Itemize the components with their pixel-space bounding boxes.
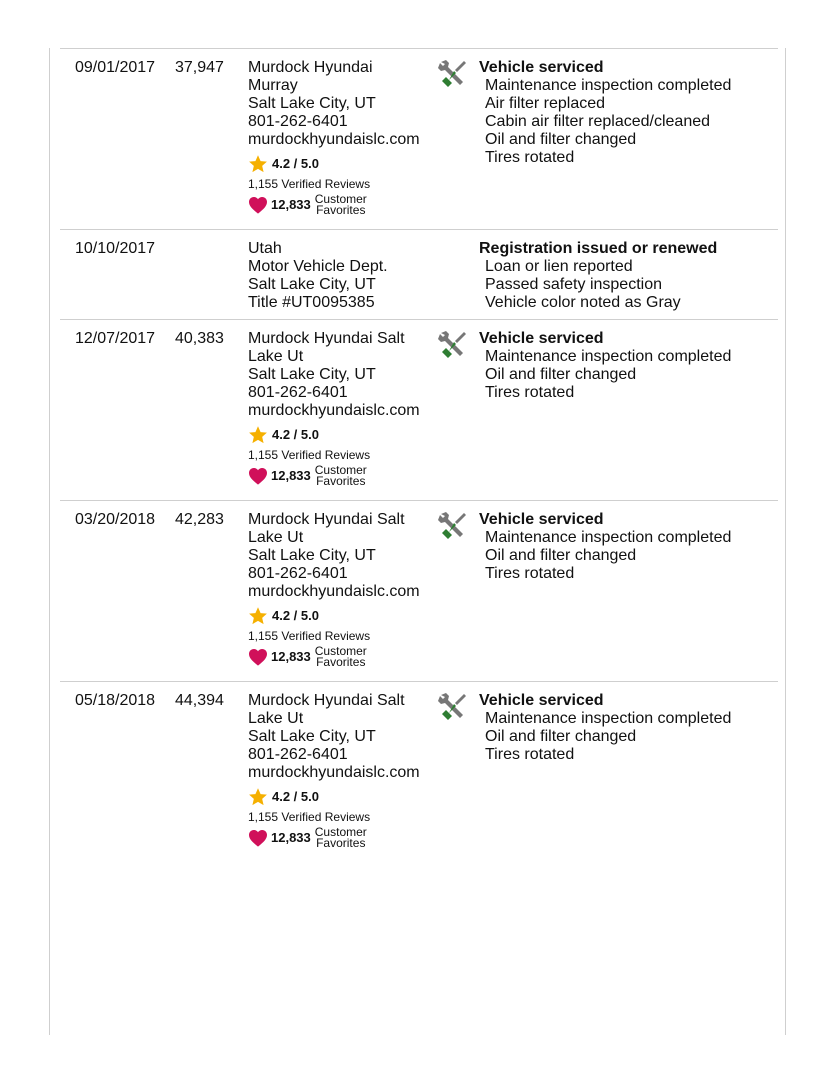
source-line: Murray (248, 77, 298, 94)
history-record (60, 682, 778, 857)
record-date: 05/18/2018 (75, 692, 156, 709)
detail-line: Tires rotated (485, 565, 575, 582)
reviews-link[interactable]: 1,155 Verified Reviews (248, 177, 371, 191)
record-mileage: 40,383 (175, 330, 224, 347)
heart-icon (248, 829, 268, 847)
record-source (248, 330, 433, 489)
wrench-screwdriver-icon (437, 329, 467, 359)
detail-line: Tires rotated (485, 746, 575, 763)
detail-line: Cabin air filter replaced/cleaned (485, 113, 711, 130)
source-line: Salt Lake City, UT (248, 276, 376, 293)
detail-title: Vehicle serviced (479, 511, 604, 528)
source-line: Salt Lake City, UT (248, 547, 376, 564)
record-date: 09/01/2017 (75, 59, 156, 76)
detail-line: Maintenance inspection completed (485, 77, 732, 94)
detail-line: Oil and filter changed (485, 728, 637, 745)
record-source (248, 511, 433, 670)
source-line: 801-262-6401 (248, 565, 348, 582)
source-line: Murdock Hyundai (248, 59, 373, 76)
favorites-label: Customer Favorites (314, 644, 367, 669)
detail-line: Vehicle color noted as Gray (485, 294, 681, 311)
favorites-label: Customer Favorites (314, 463, 367, 488)
source-line: murdockhyundaislc.com (248, 131, 420, 148)
source-line: murdockhyundaislc.com (248, 583, 420, 600)
favorites-label: Customer Favorites (314, 192, 367, 217)
dealer-rating (248, 424, 433, 446)
source-line: murdockhyundaislc.com (248, 402, 420, 419)
dealer-rating (248, 605, 433, 627)
history-record (60, 501, 778, 682)
favorites-count: 12,833 (271, 649, 311, 664)
table-left-border (49, 48, 50, 1035)
source-line: 801-262-6401 (248, 746, 348, 763)
customer-favorites (248, 463, 433, 489)
detail-line: Maintenance inspection completed (485, 529, 732, 546)
record-date: 12/07/2017 (75, 330, 156, 347)
customer-favorites (248, 825, 433, 851)
detail-line: Loan or lien reported (485, 258, 633, 275)
record-details (479, 692, 731, 764)
favorites-count: 12,833 (271, 468, 311, 483)
detail-line: Oil and filter changed (485, 366, 637, 383)
source-line: 801-262-6401 (248, 384, 348, 401)
record-mileage: 42,283 (175, 511, 224, 528)
rating-value: 4.2 / 5.0 (272, 789, 319, 804)
detail-title: Vehicle serviced (479, 59, 604, 76)
detail-line: Oil and filter changed (485, 131, 637, 148)
source-line: murdockhyundaislc.com (248, 764, 420, 781)
heart-icon (248, 467, 268, 485)
record-details (479, 330, 731, 402)
detail-line: Tires rotated (485, 384, 575, 401)
detail-line: Oil and filter changed (485, 547, 637, 564)
table-right-border (785, 48, 786, 1035)
star-icon (248, 787, 268, 807)
customer-favorites (248, 644, 433, 670)
reviews-link[interactable]: 1,155 Verified Reviews (248, 810, 371, 824)
source-line: Salt Lake City, UT (248, 366, 376, 383)
detail-title: Vehicle serviced (479, 692, 604, 709)
rating-value: 4.2 / 5.0 (272, 156, 319, 171)
detail-title: Registration issued or renewed (479, 240, 718, 257)
customer-favorites (248, 192, 433, 218)
record-date: 03/20/2018 (75, 511, 156, 528)
reviews-link[interactable]: 1,155 Verified Reviews (248, 629, 371, 643)
detail-line: Maintenance inspection completed (485, 348, 732, 365)
favorites-count: 12,833 (271, 197, 311, 212)
favorites-label: Customer Favorites (314, 825, 367, 850)
history-records (60, 49, 778, 857)
record-mileage: 44,394 (175, 692, 224, 709)
detail-line: Passed safety inspection (485, 276, 662, 293)
source-line: 801-262-6401 (248, 113, 348, 130)
source-line: Salt Lake City, UT (248, 728, 376, 745)
wrench-screwdriver-icon (437, 58, 467, 88)
detail-line: Maintenance inspection completed (485, 710, 732, 727)
source-line: Murdock Hyundai Salt Lake Ut (248, 330, 405, 365)
record-source (248, 692, 433, 851)
heart-icon (248, 196, 268, 214)
source-line: Murdock Hyundai Salt Lake Ut (248, 692, 405, 727)
history-record (60, 320, 778, 501)
favorites-count: 12,833 (271, 830, 311, 845)
reviews-link[interactable]: 1,155 Verified Reviews (248, 448, 371, 462)
heart-icon (248, 648, 268, 666)
source-line: Title #UT0095385 (248, 294, 375, 311)
record-source (248, 240, 433, 312)
rating-value: 4.2 / 5.0 (272, 427, 319, 442)
record-details (479, 511, 731, 583)
record-date: 10/10/2017 (75, 240, 156, 257)
source-line: Motor Vehicle Dept. (248, 258, 388, 275)
source-line: Murdock Hyundai Salt Lake Ut (248, 511, 405, 546)
record-details (479, 59, 731, 167)
star-icon (248, 425, 268, 445)
history-record (60, 230, 778, 320)
record-details (479, 240, 717, 312)
detail-title: Vehicle serviced (479, 330, 604, 347)
rating-value: 4.2 / 5.0 (272, 608, 319, 623)
star-icon (248, 154, 268, 174)
history-record (60, 49, 778, 230)
dealer-rating (248, 153, 433, 175)
dealer-rating (248, 786, 433, 808)
record-mileage: 37,947 (175, 59, 224, 76)
detail-line: Tires rotated (485, 149, 575, 166)
detail-line: Air filter replaced (485, 95, 606, 112)
source-line: Salt Lake City, UT (248, 95, 376, 112)
star-icon (248, 606, 268, 626)
wrench-screwdriver-icon (437, 691, 467, 721)
record-source (248, 59, 433, 218)
source-line: Utah (248, 240, 282, 257)
wrench-screwdriver-icon (437, 510, 467, 540)
